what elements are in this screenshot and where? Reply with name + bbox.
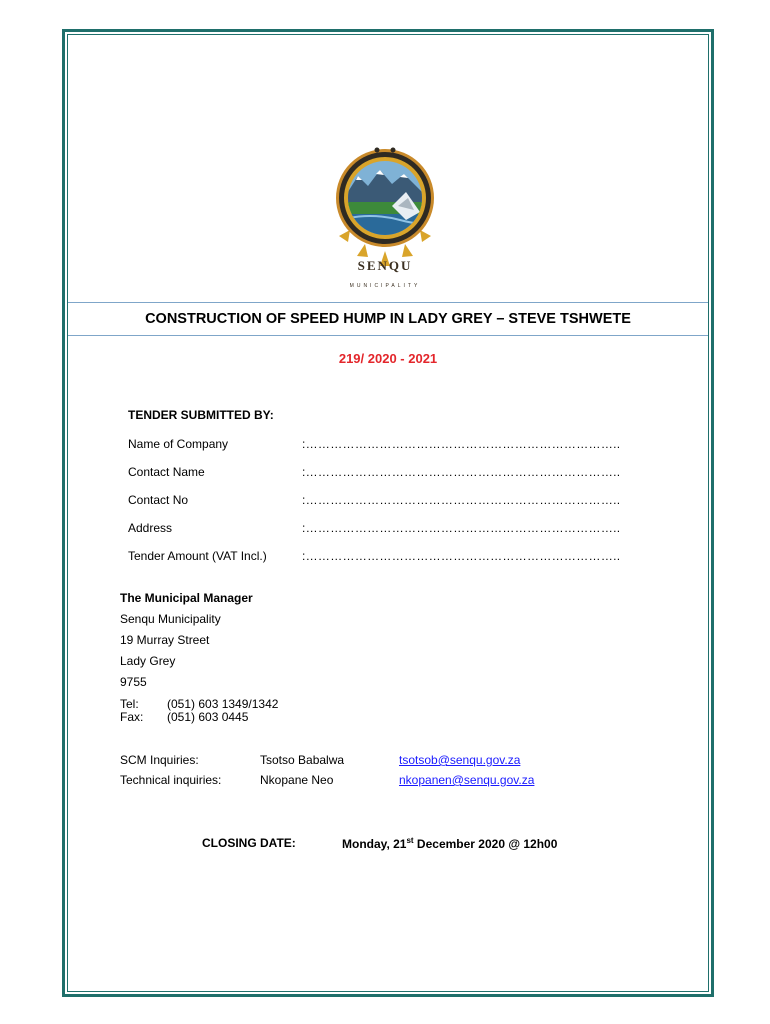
address-line-1: Senqu Municipality bbox=[120, 612, 221, 626]
field-label-company: Name of Company bbox=[128, 437, 229, 451]
field-fill-contact-no: :………………………………………………………………….. bbox=[302, 493, 621, 507]
title-rule-bottom bbox=[68, 335, 708, 336]
closing-date-rest: December 2020 @ 12h00 bbox=[413, 837, 558, 851]
field-label-contact-name: Contact Name bbox=[128, 465, 205, 479]
scm-inquiries-email-link[interactable]: tsotsob@senqu.gov.za bbox=[399, 753, 521, 767]
tel-label: Tel: bbox=[120, 697, 139, 711]
tender-reference-number: 219/ 2020 - 2021 bbox=[338, 351, 438, 366]
address-postal-code: 9755 bbox=[120, 675, 147, 689]
fax-number: (051) 603 0445 bbox=[167, 710, 249, 724]
field-label-address: Address bbox=[128, 521, 173, 535]
field-fill-contact-name: :………………………………………………………………….. bbox=[302, 465, 621, 479]
field-fill-company: :………………………………………………………………….. bbox=[302, 437, 621, 451]
tel-number: (051) 603 1349/1342 bbox=[167, 697, 279, 711]
closing-date-ordinal: st bbox=[406, 836, 414, 845]
submitted-by-heading: TENDER SUBMITTED BY: bbox=[128, 408, 274, 422]
address-line-2: 19 Murray Street bbox=[120, 633, 210, 647]
closing-date-value bbox=[342, 836, 557, 851]
logo-subtitle: MUNICIPALITY bbox=[349, 283, 421, 289]
address-line-3: Lady Grey bbox=[120, 654, 176, 668]
title-rule-top bbox=[68, 302, 708, 303]
technical-inquiries-email-link[interactable]: nkopanen@senqu.gov.za bbox=[399, 773, 535, 787]
scm-inquiries-contact: Tsotso Babalwa bbox=[260, 753, 345, 767]
field-label-contact-no: Contact No bbox=[128, 493, 189, 507]
technical-inquiries-contact: Nkopane Neo bbox=[260, 773, 334, 787]
closing-date-label: CLOSING DATE: bbox=[202, 836, 296, 850]
recipient-title: The Municipal Manager bbox=[120, 591, 253, 605]
logo-wordmark: SENQU bbox=[357, 258, 413, 273]
tender-title: CONSTRUCTION OF SPEED HUMP IN LADY GREY – STEVE TSHWETE bbox=[145, 311, 631, 327]
field-fill-tender-amount: :………………………………………………………………….. bbox=[302, 549, 621, 563]
fax-label: Fax: bbox=[120, 710, 144, 724]
field-label-tender-amount: Tender Amount (VAT Incl.) bbox=[128, 549, 267, 563]
field-fill-address: :………………………………………………………………….. bbox=[302, 521, 621, 535]
scm-inquiries-label: SCM Inquiries: bbox=[120, 753, 199, 767]
technical-inquiries-label: Technical inquiries: bbox=[120, 773, 222, 787]
closing-date-day: Monday, 21 bbox=[342, 837, 407, 851]
